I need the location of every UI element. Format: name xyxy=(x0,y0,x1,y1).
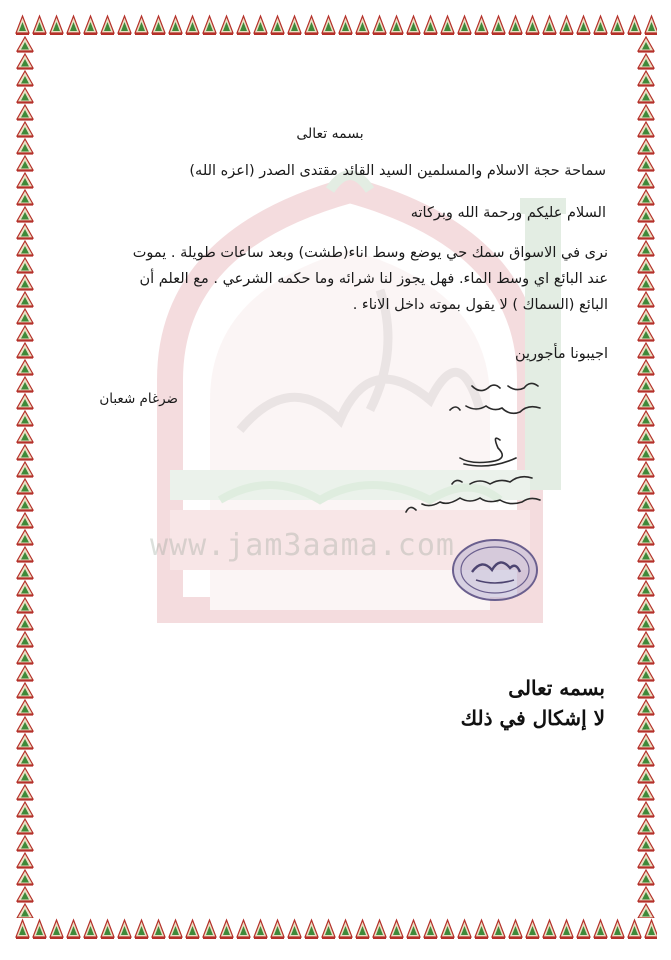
decorative-border-top xyxy=(14,14,657,36)
decorative-border-bottom xyxy=(14,918,657,940)
question-signer-name: ضرغام شعبان xyxy=(99,391,178,407)
question-addressee: سماحة حجة الاسلام والمسلمين السيد القائد مقتدى الصدر (اعزه الله) xyxy=(189,163,606,179)
handwritten-annotation-signature xyxy=(400,378,550,518)
question-closing: اجيبونا مأجورين xyxy=(514,346,608,362)
answer-basmala: بسمه تعالى xyxy=(508,676,605,700)
question-basmala: بسمه تعالى xyxy=(296,126,364,142)
ornament-pattern-left xyxy=(14,36,36,918)
question-body-line: نرى في الاسواق سمك حي يوضع وسط اناء(طشت) وبعد ساعات طويلة . يموت xyxy=(132,245,608,261)
office-seal-stamp xyxy=(450,536,540,604)
question-body-line: عند البائع اي وسط الماء. فهل يجوز لنا شرائه وما حكمه الشرعي . مع العلم أن xyxy=(139,271,608,287)
watermark-url: www.jam3aama.com xyxy=(150,528,455,563)
answer-ruling: لا إشكال في ذلك xyxy=(460,706,605,730)
decorative-border-left xyxy=(14,36,36,918)
ornament-pattern-right xyxy=(635,36,657,918)
decorative-border-right xyxy=(635,36,657,918)
question-body xyxy=(60,240,608,318)
ornament-pattern-bottom xyxy=(14,918,657,940)
question-greeting: السلام عليكم ورحمة الله وبركاته xyxy=(410,205,606,221)
question-body-line: البائع (السماك ) لا يقول بموته داخل الاناء . xyxy=(352,297,608,313)
ornament-pattern-top xyxy=(14,14,657,36)
